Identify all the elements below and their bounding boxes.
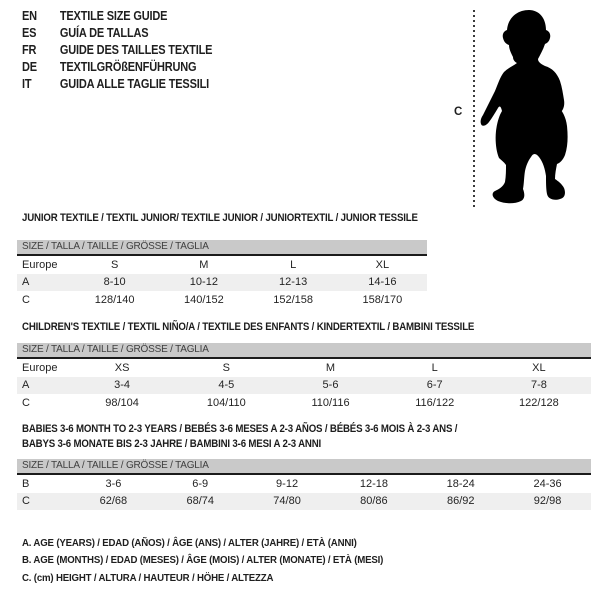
table-header-row [17, 359, 591, 377]
table-cell: 6-9 [192, 477, 209, 490]
baby-silhouette-icon [455, 5, 595, 205]
section-title-children: CHILDREN'S TEXTILE / TEXTIL NIÑO/A / TEXTILE DES ENFANTS / KINDERTEXTIL / BAMBINI TESSILE [22, 321, 475, 333]
language-label: TEXTILE SIZE GUIDE [59, 9, 168, 23]
table-cell: 18-24 [446, 477, 475, 490]
section-title-line2: BABYS 3-6 MONATE BIS 2-3 JAHRE / BAMBINI 3-6 MESI A 2-3 ANNI [22, 437, 322, 450]
table-cell: 68/74 [186, 495, 214, 508]
section-title-babies [22, 422, 457, 451]
language-row [22, 59, 212, 76]
language-row [22, 42, 212, 59]
table-header-row [17, 256, 427, 274]
table-row [17, 394, 591, 412]
table-cell: 4-5 [218, 379, 235, 392]
language-code: IT [22, 77, 32, 91]
row-label: C [22, 495, 30, 508]
language-code: DE [22, 60, 37, 74]
language-list [22, 8, 212, 93]
children-size-table [17, 343, 591, 412]
language-label: GUIDA ALLE TAGLIE TESSILI [59, 77, 210, 91]
language-label: GUIDE DES TAILLES TEXTILE [59, 43, 213, 57]
table-cell: 24-36 [533, 477, 562, 490]
footnote-age-months: B. AGE (MONTHS) / EDAD (MESES) / ÂGE (MOIS) / ALTER (MONATE) / ETÀ (MESI) [22, 554, 384, 567]
table-row [17, 291, 427, 309]
table-cell: 74/80 [273, 495, 301, 508]
column-header: XL [532, 361, 546, 374]
table-row [17, 274, 427, 292]
table-cell: 10-12 [189, 276, 218, 289]
table-row [17, 475, 591, 493]
table-cell: 80/86 [360, 495, 388, 508]
row-label: C [22, 396, 30, 409]
table-cell: 122/128 [519, 396, 559, 409]
table-row [17, 493, 591, 511]
language-code: EN [22, 9, 37, 23]
table-cell: 12-18 [359, 477, 388, 490]
language-code: FR [22, 43, 37, 57]
column-header: Europe [22, 258, 58, 271]
footnote-height: C. (cm) HEIGHT / ALTURA / HAUTEUR / HÖHE / ALTEZZA [22, 571, 274, 584]
table-cell: 86/92 [446, 495, 475, 508]
column-header: M [325, 361, 336, 374]
row-label: C [22, 293, 30, 306]
size-header-bar: SIZE / TALLA / TAILLE / GRÖSSE / TAGLIA [17, 459, 591, 473]
row-label: B [22, 477, 30, 490]
section-title-line1: BABIES 3-6 MONTH TO 2-3 YEARS / BEBÉS 3-6 MESES A 2-3 AÑOS / BÉBÉS 3-6 MOIS À 2-3 ANS / [22, 423, 458, 435]
table-cell: 140/152 [183, 293, 224, 306]
row-label: A [22, 276, 30, 289]
section-title-junior: JUNIOR TEXTILE / TEXTIL JUNIOR/ TEXTILE JUNIOR / JUNIORTEXTIL / JUNIOR TESSILE [22, 212, 418, 224]
table-cell: 92/98 [533, 495, 562, 508]
column-header: S [110, 258, 119, 271]
table-cell: 3-6 [105, 477, 122, 490]
table-cell: 98/104 [105, 396, 139, 409]
baby-figure [452, 0, 600, 215]
table-cell: 62/68 [99, 495, 128, 508]
language-code: ES [22, 26, 37, 40]
column-header: Europe [22, 361, 58, 374]
language-label: TEXTILGRÖßENFÜHRUNG [59, 60, 197, 74]
table-cell: 158/170 [362, 293, 403, 306]
table-cell: 128/140 [94, 293, 135, 306]
column-header: L [290, 258, 297, 271]
row-label: A [22, 379, 30, 392]
table-cell: 110/116 [311, 396, 350, 409]
table-cell: 104/110 [206, 396, 246, 409]
table-cell: 3-4 [114, 379, 131, 392]
language-label: GUÍA DE TALLAS [59, 26, 149, 40]
table-cell: 12-13 [279, 276, 308, 289]
size-header-bar: SIZE / TALLA / TAILLE / GRÖSSE / TAGLIA [17, 240, 427, 254]
column-header: M [199, 258, 209, 271]
language-row [22, 76, 212, 93]
column-header: L [431, 361, 438, 374]
language-row [22, 8, 212, 25]
table-cell: 6-7 [426, 379, 443, 392]
table-cell: 8-10 [103, 276, 126, 289]
height-measure-label: C [454, 106, 463, 118]
column-header: S [222, 361, 230, 374]
legend-footnotes [22, 535, 383, 587]
table-cell: 14-16 [368, 276, 397, 289]
size-header-bar: SIZE / TALLA / TAILLE / GRÖSSE / TAGLIA [17, 343, 591, 357]
footnote-age-years: A. AGE (YEARS) / EDAD (AÑOS) / ÂGE (ANS) / ALTER (JAHRE) / ETÀ (ANNI) [22, 537, 357, 549]
table-cell: 7-8 [530, 379, 547, 392]
babies-size-table [17, 459, 591, 510]
table-row [17, 377, 591, 395]
table-cell: 116/122 [415, 396, 455, 409]
table-cell: 152/158 [273, 293, 313, 306]
junior-size-table [17, 240, 427, 309]
language-row [22, 25, 212, 42]
column-header: XS [114, 361, 130, 374]
column-header: XL [375, 258, 390, 271]
table-cell: 5-6 [322, 379, 339, 392]
table-cell: 9-12 [276, 477, 299, 490]
